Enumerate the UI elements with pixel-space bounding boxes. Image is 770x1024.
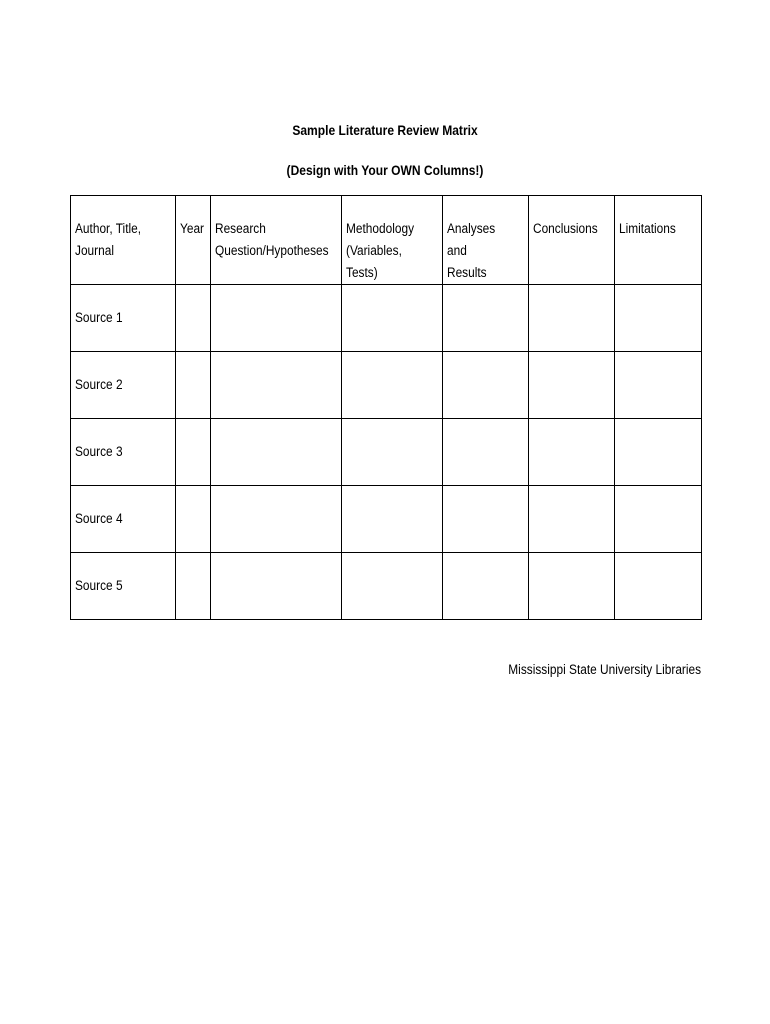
table-row xyxy=(71,486,702,553)
column-header-year: Year xyxy=(176,196,211,285)
literature-review-matrix xyxy=(70,195,702,620)
conclusions-cell[interactable] xyxy=(529,285,615,352)
methodology-cell[interactable] xyxy=(342,486,443,553)
analyses-cell[interactable] xyxy=(443,486,529,553)
column-header-methodology: Methodology (Variables, Tests) xyxy=(342,196,443,285)
year-cell[interactable] xyxy=(176,553,211,620)
methodology-cell[interactable] xyxy=(342,419,443,486)
research-question-cell[interactable] xyxy=(211,486,342,553)
limitations-cell[interactable] xyxy=(615,352,702,419)
table-row xyxy=(71,352,702,419)
research-question-cell[interactable] xyxy=(211,419,342,486)
source-label-cell: Source 4 xyxy=(71,486,176,553)
research-question-cell[interactable] xyxy=(211,285,342,352)
limitations-cell[interactable] xyxy=(615,486,702,553)
research-question-cell[interactable] xyxy=(211,553,342,620)
source-label-cell: Source 3 xyxy=(71,419,176,486)
footer-credit: Mississippi State University Libraries xyxy=(508,662,701,677)
year-cell[interactable] xyxy=(176,285,211,352)
year-cell[interactable] xyxy=(176,486,211,553)
limitations-cell[interactable] xyxy=(615,419,702,486)
column-header-limitations: Limitations xyxy=(615,196,702,285)
analyses-cell[interactable] xyxy=(443,553,529,620)
page-title: Sample Literature Review Matrix xyxy=(292,122,478,138)
methodology-cell[interactable] xyxy=(342,553,443,620)
column-header-analyses: Analyses and Results xyxy=(443,196,529,285)
year-cell[interactable] xyxy=(176,352,211,419)
methodology-cell[interactable] xyxy=(342,285,443,352)
header-row xyxy=(71,196,702,285)
year-cell[interactable] xyxy=(176,419,211,486)
source-label-cell: Source 1 xyxy=(71,285,176,352)
page-subtitle: (Design with Your OWN Columns!) xyxy=(286,162,484,178)
column-header-conclusions: Conclusions xyxy=(529,196,615,285)
column-header-research-question: Research Question/Hypotheses xyxy=(211,196,342,285)
column-header-author: Author, Title, Journal xyxy=(71,196,176,285)
source-label-cell: Source 2 xyxy=(71,352,176,419)
table-row xyxy=(71,285,702,352)
methodology-cell[interactable] xyxy=(342,352,443,419)
table-row xyxy=(71,553,702,620)
limitations-cell[interactable] xyxy=(615,553,702,620)
conclusions-cell[interactable] xyxy=(529,553,615,620)
table-row xyxy=(71,419,702,486)
research-question-cell[interactable] xyxy=(211,352,342,419)
analyses-cell[interactable] xyxy=(443,419,529,486)
analyses-cell[interactable] xyxy=(443,285,529,352)
conclusions-cell[interactable] xyxy=(529,419,615,486)
conclusions-cell[interactable] xyxy=(529,352,615,419)
analyses-cell[interactable] xyxy=(443,352,529,419)
limitations-cell[interactable] xyxy=(615,285,702,352)
source-label-cell: Source 5 xyxy=(71,553,176,620)
conclusions-cell[interactable] xyxy=(529,486,615,553)
